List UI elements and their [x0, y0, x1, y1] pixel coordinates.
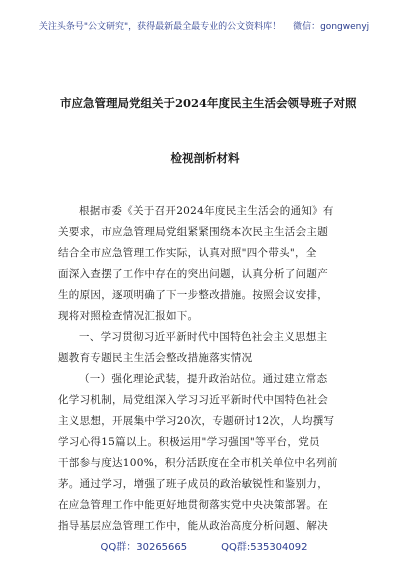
section-heading: 题教育专题民主生活会整改措施落实情况 — [58, 352, 253, 364]
body-line: 生的原因，逐项明确了下一步整改措施。按照会议安排， — [58, 289, 328, 301]
promo-header — [0, 0, 408, 50]
body-line: 主义思想，开展集中学习20次，专题研讨12次，人均撰写 — [58, 415, 335, 427]
section-heading: 一、学习贯彻习近平新时代中国特色社会主义思想主 — [79, 331, 328, 343]
qq-group-2: QQ群:535304092 — [221, 541, 308, 553]
promo-header-text: 关注头条号"公文研究"，获得最新最全最专业的公文资料库！ — [38, 21, 282, 32]
body-line: 关要求，市应急管理局党组紧紧围绕本次民主生活会主题 — [58, 226, 328, 238]
body-line: 干部参与度达100%，积分活跃度在全市机关单位中名列前 — [58, 457, 338, 469]
promo-wechat-text: 微信：gongwenyj — [293, 21, 370, 32]
body-line: 面深入查摆了工作中存在的突出问题，认真分析了问题产 — [58, 268, 328, 280]
body-line: 指导基层应急管理工作中，能从政治高度分析问题、解决 — [58, 520, 328, 532]
body-line: （一）强化理论武装，提升政治站位。通过建立常态 — [79, 373, 328, 385]
body-line: 根据市委《关于召开2024年度民主生活会的通知》有 — [79, 205, 334, 217]
document-title-line-2: 检视剖析材料 — [170, 151, 240, 165]
document-title-line-1: 市应急管理局党组关于2024年度民主生活会领导班子对照 — [60, 96, 357, 110]
qq-group-1: QQ群：30265665 — [100, 541, 188, 553]
body-line: 在应急管理工作中能更好地贯彻落实党中央决策部署。在 — [58, 499, 328, 511]
promo-footer — [0, 534, 408, 556]
body-line: 化学习机制，局党组深入学习习近平新时代中国特色社会 — [58, 394, 328, 406]
body-line: 现将对照检查情况汇报如下。 — [58, 310, 199, 322]
body-line: 结合全市应急管理工作实际，认真对照"四个带头"，全 — [58, 247, 317, 259]
body-line: 茅。通过学习，增强了班子成员的政治敏锐性和鉴别力， — [58, 478, 328, 490]
body-line: 学习心得15篇以上。积极运用"学习强国"等平台，党员 — [58, 436, 320, 448]
